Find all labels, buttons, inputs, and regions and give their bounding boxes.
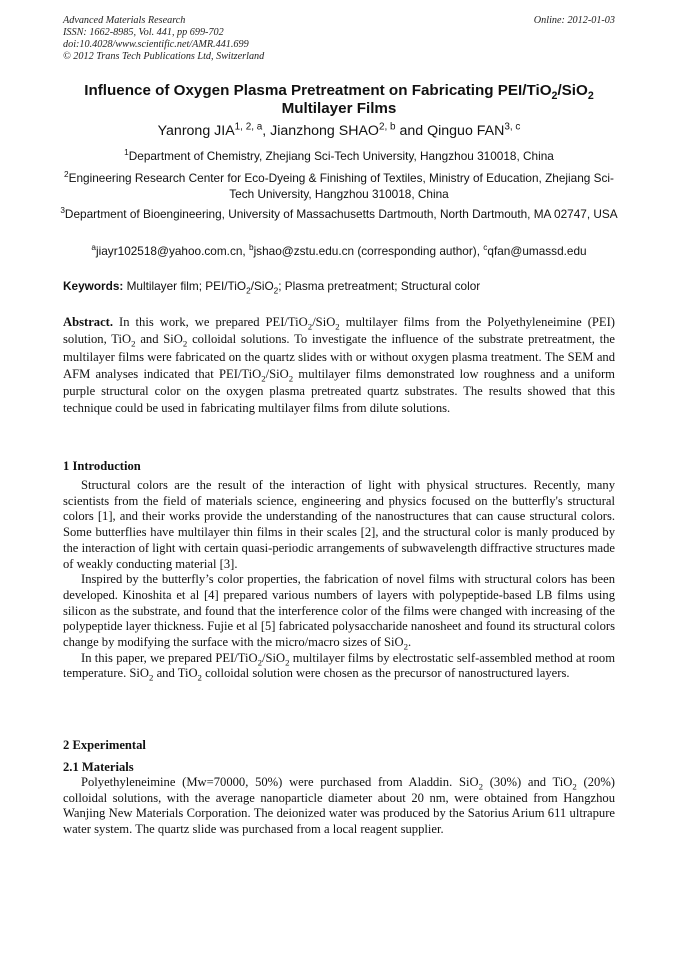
subscript: 2 xyxy=(478,781,483,792)
paragraph xyxy=(63,572,615,651)
paragraph-text: (30%) and TiO xyxy=(482,775,573,789)
subscript: 2 xyxy=(572,781,577,792)
paragraph-text: and TiO xyxy=(153,666,198,681)
subscript: 2 xyxy=(149,672,154,683)
section-heading-introduction: 1 Introduction xyxy=(63,459,141,473)
paragraph-text: multilayer films by electrostatic self-assembled method at room temperature. SiO xyxy=(63,650,615,681)
subscript: 2 xyxy=(335,321,340,332)
abstract-text: multilayer films demonstrated low roughness and a uniform purple structural color on the oxygen plasma pretreated quartz substrates. The results showed that this technique could be used in fabricating multilayer films from dilute solutions. xyxy=(63,366,615,416)
abstract-text: /SiO xyxy=(265,366,289,381)
online-date: Online: 2012-01-03 xyxy=(533,15,615,26)
paragraph-text: In this paper, we prepared PEI/TiO xyxy=(81,650,258,665)
paragraph: Structural colors are the result of the interaction of light with physical structures. Recently, many scientists from the field of materials science, engineering and physics focused on the butterfly's structural colors [1], and their works provide the understanding of the nanostructures that can cause structural colors. Some butterflies have multilayer thin films in their scales [2], and the structural color is manly produced by the interaction of light with certain quasi-periodic arrangements of subwavelength diffractive structures made of weakly conducting material [3]. xyxy=(63,478,615,571)
paragraph-text: colloidal solution were chosen as the precursor of nanostructured layers. xyxy=(201,666,570,681)
paragraph-text: /SiO xyxy=(262,650,286,665)
copyright-line: © 2012 Trans Tech Publications Ltd, Switzerland xyxy=(63,51,265,62)
keywords-text: Multilayer film; PEI/TiO xyxy=(123,279,247,293)
email-mark: a xyxy=(91,243,96,253)
paragraph-text: (20%) colloidal solutions, with the average nanoparticle diameter about 20 nm, were obtained from Hangzhou Wanjing New Materials Corporation. The deionized water was produced by the Satorius Arium 611 ultrapure water system. The quartz slide was purchased from a local reagent supplier. xyxy=(63,775,615,837)
subscript: 2 xyxy=(285,657,290,668)
title-subscript: 2 xyxy=(587,90,594,103)
paragraph xyxy=(63,651,615,682)
author-name: Yanrong JIA xyxy=(157,123,235,139)
abstract-text: colloidal solutions. To investigate the influence of the substrate pretreatment, the multilayer films were fabricated on the quartz slides with or without oxygen plasma treatment. The SEM and AFM analyses indicated that PEI/TiO xyxy=(63,332,616,381)
journal-name: Advanced Materials Research xyxy=(63,15,186,26)
email-text: qfan@umassd.edu xyxy=(487,244,587,258)
abstract-text: and SiO xyxy=(135,332,183,347)
affiliation-mark: 1 xyxy=(124,148,129,158)
email-text: jshao@zstu.edu.cn (corresponding author), xyxy=(253,244,484,258)
title-subscript: 2 xyxy=(551,90,558,103)
subscript: 2 xyxy=(288,373,294,384)
email-text: jiayr102518@yahoo.com.cn, xyxy=(96,244,249,258)
subscript: 2 xyxy=(257,657,262,668)
title-text: Multilayer Films xyxy=(281,100,397,117)
section-heading-experimental: 2 Experimental xyxy=(63,738,146,752)
paragraph xyxy=(63,775,615,838)
title-text: /SiO xyxy=(557,82,588,99)
affiliation-text: Department of Chemistry, Zhejiang Sci-Tech University, Hangzhou 310018, China xyxy=(128,149,554,163)
keywords-text: ; Plasma pretreatment; Structural color xyxy=(278,279,481,293)
abstract-text: In this work, we prepared PEI/TiO xyxy=(113,315,308,329)
affiliation-text: Engineering Research Center for Eco-Dyeing & Finishing of Textiles, Ministry of Education, Zhejiang Sci-Tech University, Hangzhou 310018, China xyxy=(68,171,614,201)
subscript: 2 xyxy=(307,321,313,332)
doi-line: doi:10.4028/www.scientific.net/AMR.441.699 xyxy=(63,39,249,50)
materials-body xyxy=(63,775,615,838)
journal-header xyxy=(63,15,615,63)
keywords-label: Keywords: xyxy=(63,279,124,293)
paragraph-text: . xyxy=(408,635,412,650)
abstract-text: multilayer films from the Polyethyleneimine (PEI) solution, TiO xyxy=(63,315,615,347)
email-mark: c xyxy=(483,243,488,253)
affiliation-mark: 3 xyxy=(60,206,65,216)
affiliation-mark: 2 xyxy=(64,170,69,180)
keywords xyxy=(63,278,615,294)
email-mark: b xyxy=(248,243,254,253)
introduction-body xyxy=(63,478,615,682)
title-text: Influence of Oxygen Plasma Pretreatment on Fabricating PEI/TiO xyxy=(84,82,552,99)
subscript: 2 xyxy=(246,286,251,296)
abstract-text: /SiO xyxy=(312,315,336,329)
author-mark: 3, c xyxy=(504,121,521,133)
affiliation-text: Department of Bioengineering, University of Massachusetts Dartmouth, North Dartmouth, MA 02747, USA xyxy=(64,207,618,221)
abstract xyxy=(63,314,615,418)
issn-line: ISSN: 1662-8985, Vol. 441, pp 699-702 xyxy=(63,27,224,38)
subscript: 2 xyxy=(197,672,202,683)
keywords-text: /SiO xyxy=(250,279,274,293)
affiliation-1 xyxy=(60,148,618,164)
subscript: 2 xyxy=(182,338,188,349)
paragraph-text: Inspired by the butterfly’s color properties, the fabrication of novel films with structural colors has been developed. Kinoshita et al [4] prepared various numbers of layers with polypeptide-based LB films using silicon as the substrate, and found that the interference color of the films were changed with increasing of the polypeptide layer thickness. Fujie et al [5] fabricated polysaccharide nanosheet and found its structural colors change by modifying the surface with the micro/macro sizes of SiO xyxy=(63,572,615,650)
author-name: and Qinguo FAN xyxy=(395,123,505,139)
author-mark: 1, 2, a xyxy=(234,121,263,133)
paper-title xyxy=(50,82,628,118)
author-name: , Jianzhong SHAO xyxy=(262,123,379,139)
abstract-label: Abstract. xyxy=(63,315,114,329)
subscript: 2 xyxy=(261,373,266,384)
author-mark: 2, b xyxy=(378,121,396,133)
affiliation-3 xyxy=(60,206,618,222)
email-line xyxy=(60,243,618,259)
affiliation-2 xyxy=(60,170,618,202)
author-list xyxy=(40,122,638,140)
paragraph-text: Polyethyleneimine (Mw=70000, 50%) were purchased from Aladdin. SiO xyxy=(81,775,479,789)
subscript: 2 xyxy=(131,338,136,349)
subsection-heading-materials: 2.1 Materials xyxy=(63,760,134,774)
subscript: 2 xyxy=(403,641,409,652)
subscript: 2 xyxy=(273,286,279,296)
